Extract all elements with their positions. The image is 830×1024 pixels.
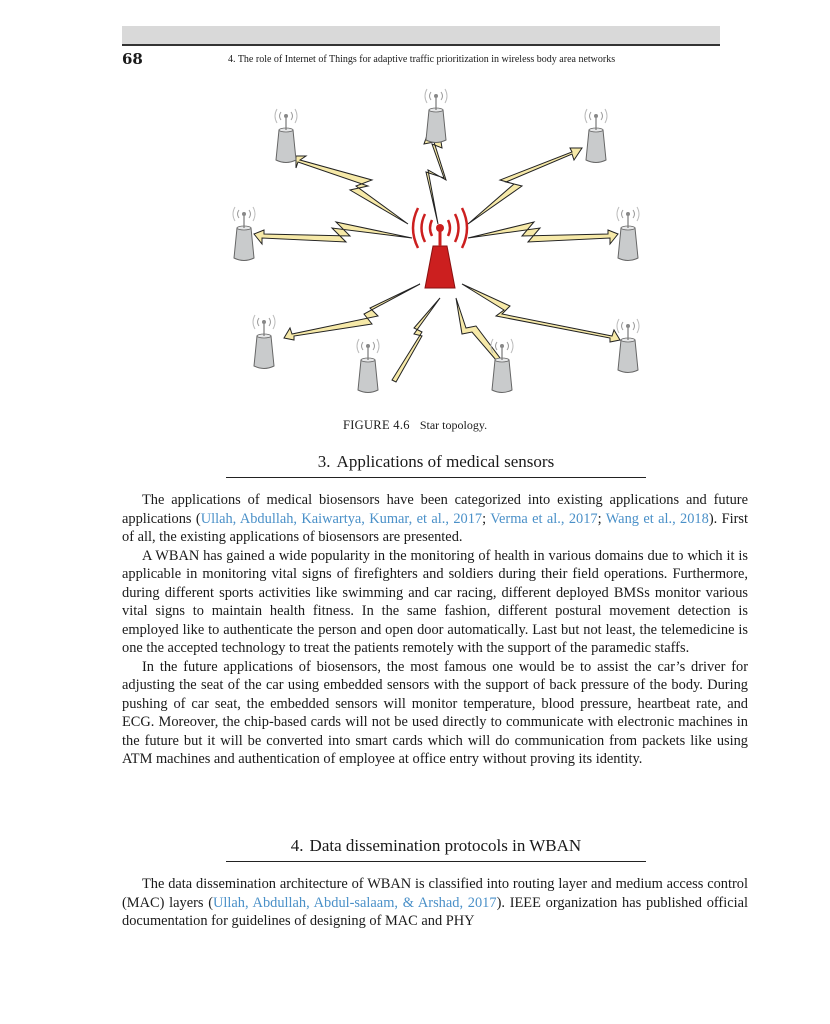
section-3-paragraph-1: The applications of medical biosensors have been categorized into existing applications and future applications (Ullah, Abdullah, Kaiwartya, Kumar, et al., 2017; Verma et al., 2017; Wang et al., 2018). First of all, the existing applications of biosensors are presented. xyxy=(122,492,748,545)
citation-link[interactable]: Ullah, Abdullah, Abdul-salaam, & Arshad, 2017 xyxy=(213,894,497,911)
sensor-node-icon xyxy=(491,339,513,393)
wireless-link-icon xyxy=(468,222,618,244)
sensor-node-icon xyxy=(253,315,275,369)
page-number: 68 xyxy=(122,50,143,68)
sensor-node-icon xyxy=(357,339,379,393)
sensor-node-icon xyxy=(585,109,607,163)
header-bar xyxy=(122,26,720,46)
wireless-link-icon xyxy=(296,156,408,224)
section-3-paragraph-3: In the future applications of biosensors, the most famous one would be to assist the car’s driver for adjusting the seat of the car using embedded sensors with the support of back pressure of the body. During pushing of car seat, the embedded sensors will monitor temperature, blood pressure, heartbeat rate, and ECG. Moreover, the chip-based cards will not be used directly to communicate with electronic machines in the future but it will be converted into smart cards which will do communication from packets like using ATM machines and authentication of employee at office entry without proving its identity. xyxy=(122,658,748,767)
section-3-paragraph-2: A WBAN has gained a wide popularity in the monitoring of health in various domains due to which it is applicable in monitoring vital signs of firefighters and soldiers during their field operations. Furthermore, during different sports activities like swimming and car racing, different deployed BMSs monitor various vital signs to maintain health fitness. In the same fashion, different postural movement detection is employed like to authenticate the person and open door automatically. Last but not least, the telemedicine is one the accepted technology to treat the patients remotely with the support of the paramedic staffs. xyxy=(122,547,748,656)
wireless-link-icon xyxy=(392,298,440,382)
section-4-number: 4. xyxy=(290,836,304,855)
star-topology-figure xyxy=(200,78,680,398)
sensor-node-icon xyxy=(617,207,639,261)
sensor-node-icon xyxy=(275,109,297,163)
section-4-title: Data dissemination protocols in WBAN xyxy=(309,836,582,855)
figure-label: FIGURE 4.6 xyxy=(342,418,410,432)
section-3-body xyxy=(122,491,748,769)
section-4-paragraph-1: The data dissemination architecture of WBAN is classified into routing layer and medium access control (MAC) layers (Ullah, Abdullah, Abdul-salaam, & Arshad, 2017). IEEE organization has published official documentation for guidelines of designing of MAC and PHY xyxy=(122,876,748,929)
section-3-number: 3. xyxy=(317,452,331,471)
citation-link[interactable]: Ullah, Abdullah, Kaiwartya, Kumar, et al., 2017 xyxy=(200,510,483,527)
citation-link[interactable]: Verma et al., 2017 xyxy=(490,510,598,527)
central-tower-icon xyxy=(413,208,467,288)
sensor-node-icon xyxy=(233,207,255,261)
running-head: 4. The role of Internet of Things for adaptive traffic prioritization in wireless body area networks xyxy=(228,54,616,65)
section-4-heading xyxy=(226,836,646,862)
sensor-node-icon xyxy=(617,319,639,373)
wireless-link-icon xyxy=(456,298,500,360)
wireless-link-icon xyxy=(284,284,420,340)
citation-link[interactable]: Wang et al., 2018 xyxy=(605,510,709,527)
figure-caption xyxy=(0,418,830,433)
sensor-node-icon xyxy=(425,89,447,143)
section-4-body xyxy=(122,875,748,931)
figure-caption-text: Star topology. xyxy=(419,418,488,432)
section-3-title: Applications of medical sensors xyxy=(336,452,555,471)
wireless-link-icon xyxy=(254,222,412,244)
wireless-link-icon xyxy=(468,148,582,224)
section-3-heading xyxy=(226,452,646,478)
wireless-link-icon xyxy=(462,284,620,342)
